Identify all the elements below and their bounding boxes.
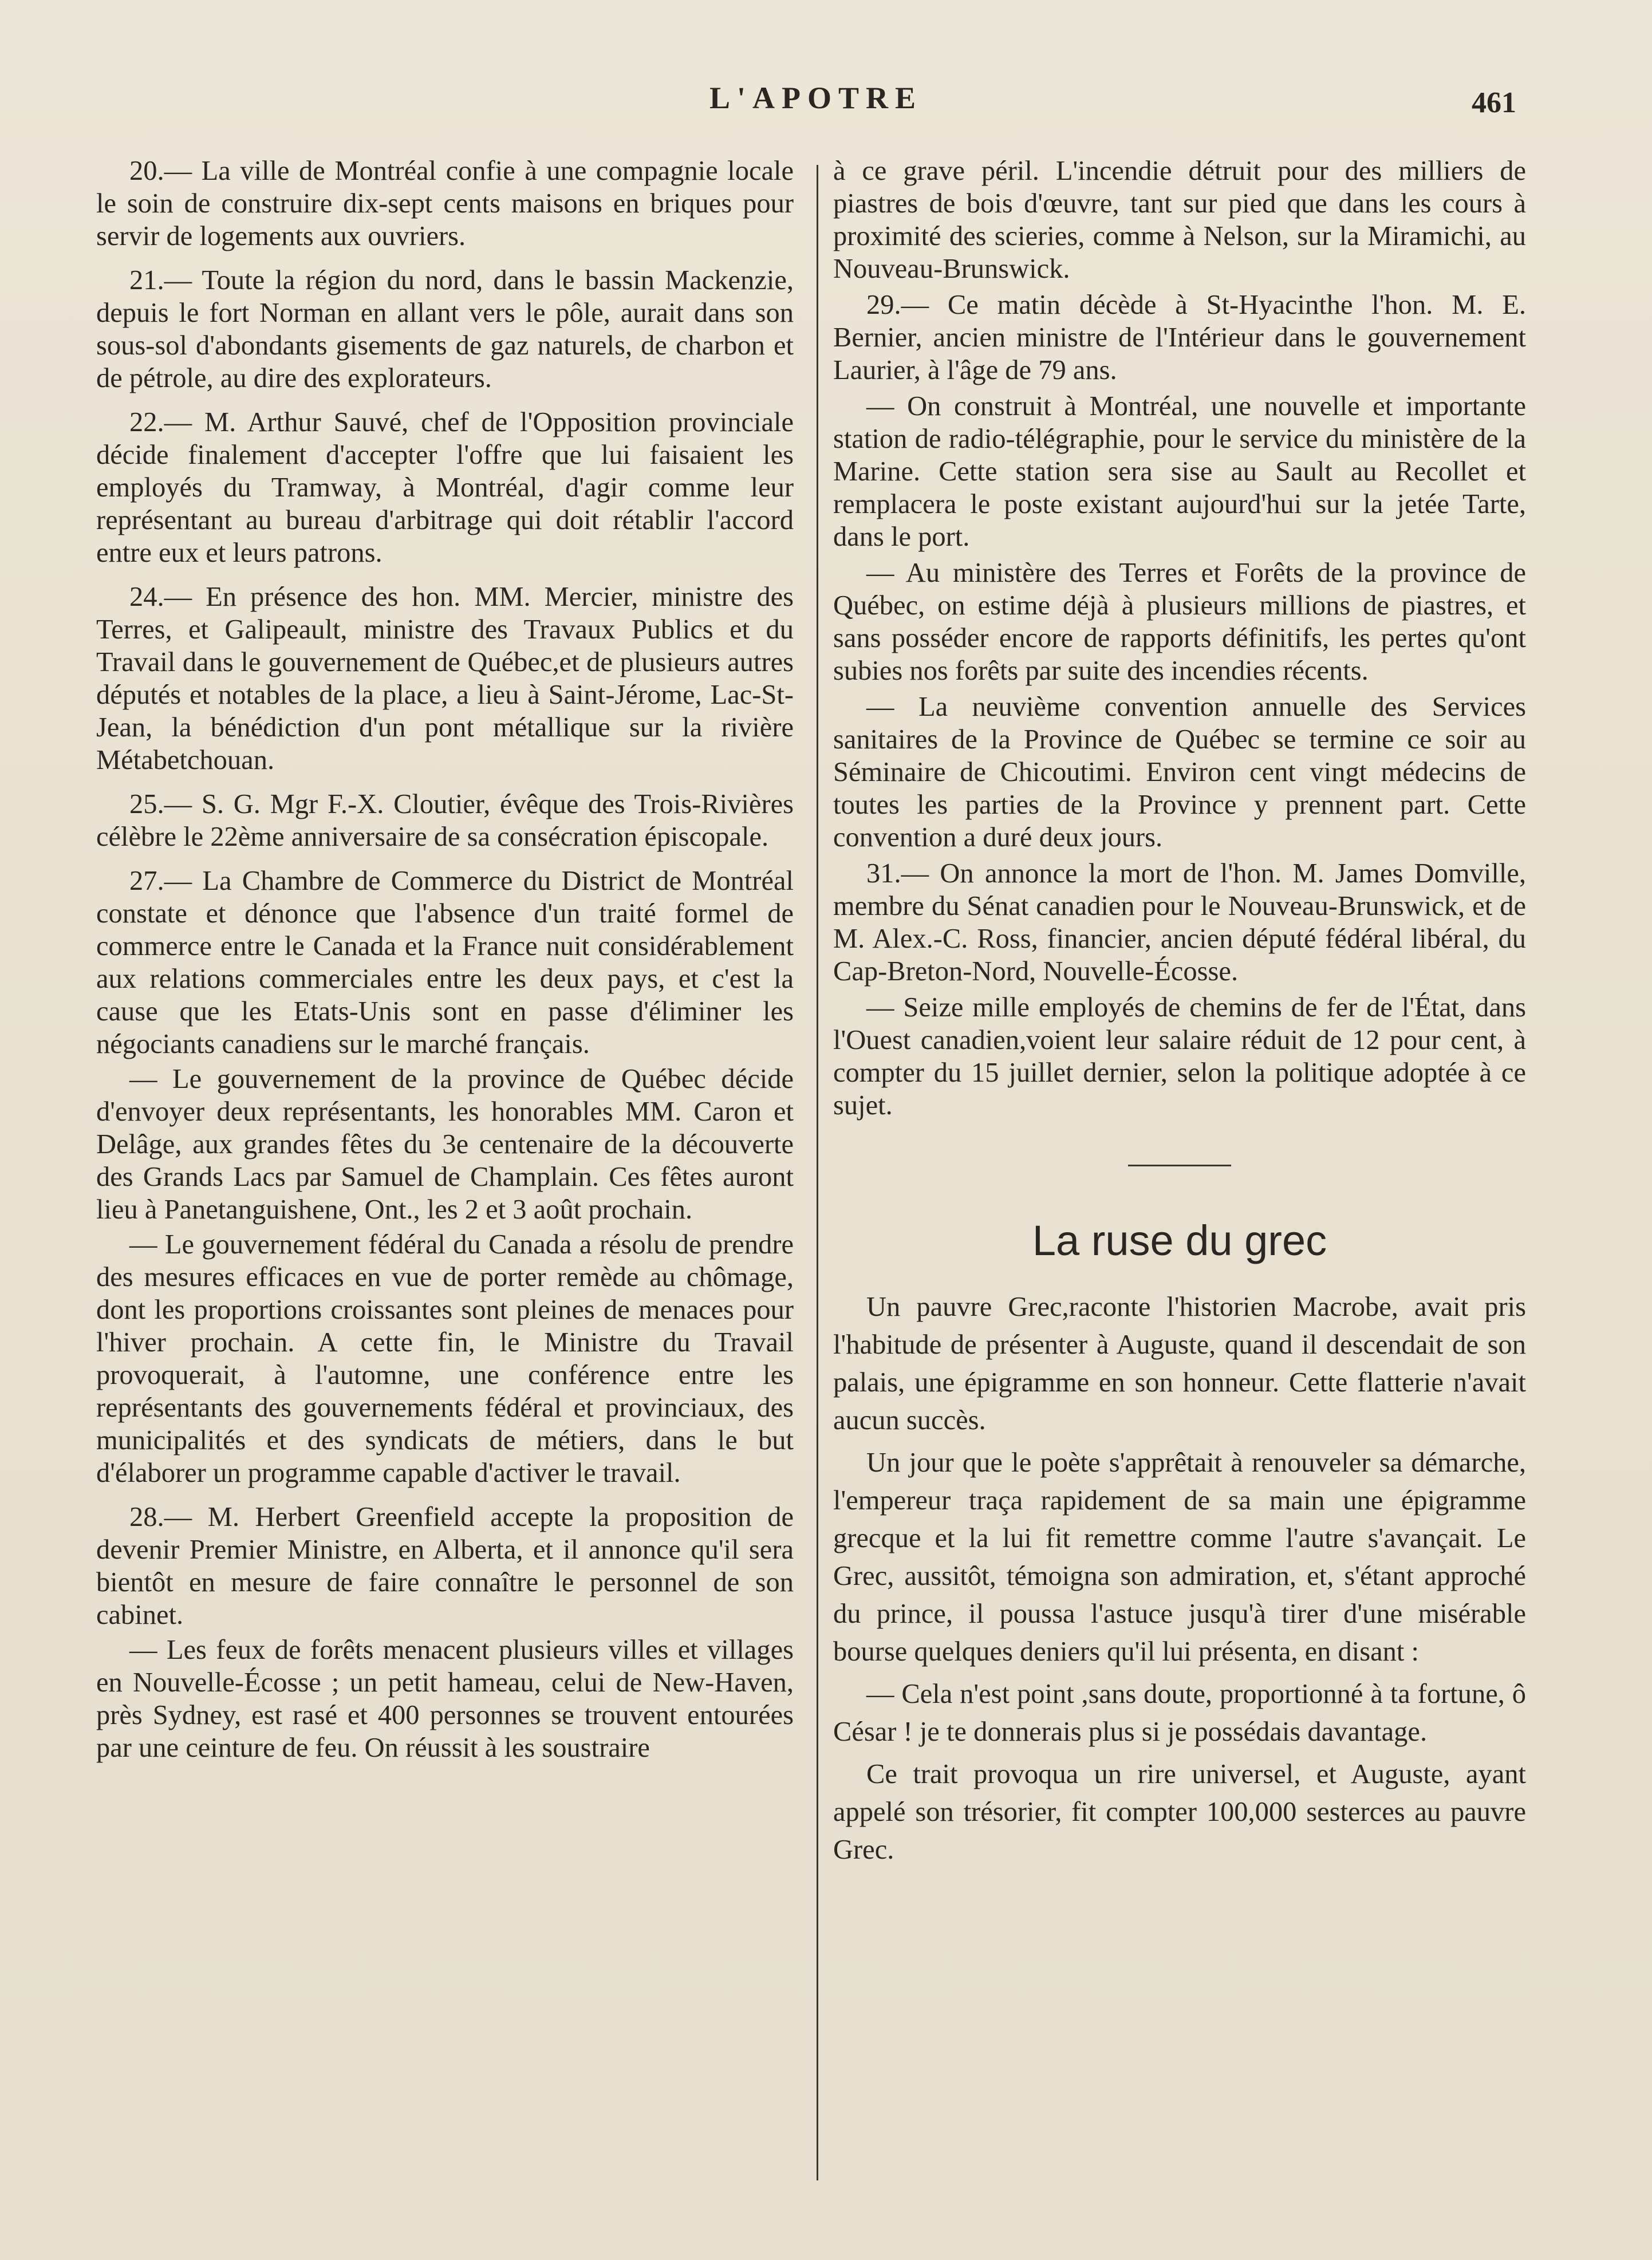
news-item-22: 22.— M. Arthur Sauvé, chef de l'Opposition provinciale décide finalement d'accepter l'offre que lui faisaient les employés du Tramway, à Montréal, d'agir comme leur représentant au bureau d'arbitrage qui doit rétablir l'accord entre eux et leurs patrons.	[96, 407, 794, 568]
article-paragraph: Ce trait provoqua un rire universel, et Auguste, ayant appelé son trésorier, fit compter 100,000 sesterces au pauvre Grec.	[833, 1759, 1526, 1865]
article-paragraph: — Cela n'est point ,sans doute, proportionné à ta fortune, ô César ! je te donnerais plus si je possédais davantage.	[833, 1679, 1526, 1747]
news-item-29-convention: — La neuvième convention annuelle des Services sanitaires de la Province de Québec se termine ce soir au Séminaire de Chicoutimi. Environ cent vingt médecins de toutes les parties de la Province y prennent part. Cette convention a duré deux jours.	[833, 692, 1526, 853]
news-item-20: 20.— La ville de Montréal confie à une compagnie locale le soin de construire dix-sept cents maisons en briques pour servir de logements aux ouvriers.	[96, 156, 794, 251]
article-la-ruse-du-grec	[833, 1215, 1526, 1869]
news-item-29-forests: — Au ministère des Terres et Forêts de la province de Québec, on estime déjà à plusieurs millions de piastres, et sans posséder encore de rapports définitifs, les pertes qu'ont subies nos forêts par suite des incendies récents.	[833, 558, 1526, 686]
article-paragraph: Un jour que le poète s'apprêtait à renouveler sa démarche, l'empereur traça rapidement de sa main une épigramme grecque et la lui fit remettre comme l'autre s'avançait. Le Grec, aussitôt, témoigna son admiration, et, s'étant approché du prince, il poussa l'astuce jusqu'à tirer d'une misérable bourse quelques deniers qu'il lui présenta, en disant :	[833, 1447, 1526, 1667]
news-item-29: 29.— Ce matin décède à St-Hyacinthe l'hon. M. E. Bernier, ancien ministre de l'Intérieur dans le gouvernement Laurier, à l'âge de 79 ans.	[833, 290, 1526, 385]
news-item-27: 27.— La Chambre de Commerce du District de Montréal constate et dénonce que l'absence d'un traité formel de commerce entre le Canada et la France nuit considérablement aux relations commerciales entre les deux pays, et c'est la cause que les Etats-Unis sont en passe d'éliminer les négociants canadiens sur le marché français.	[96, 866, 794, 1059]
column-divider	[817, 165, 818, 2180]
news-item-21: 21.— Toute la région du nord, dans le bassin Mackenzie, depuis le fort Norman en allant vers le pôle, aurait dans son sous-sol d'abondants gisements de gaz naturels, de charbon et de pétrole, au dire des explorateurs.	[96, 265, 794, 393]
article-paragraph: Un pauvre Grec,raconte l'historien Macrobe, avait pris l'habitude de présenter à Auguste, quand il descendait de son palais, une épigramme en son honneur. Cette flatterie n'avait aucun succès.	[833, 1292, 1526, 1435]
news-item-31: 31.— On annonce la mort de l'hon. M. James Domville, membre du Sénat canadien pour le Nouveau-Brunswick, et de M. Alex.-C. Ross, financier, ancien député fédéral libéral, du Cap-Breton-Nord, Nouvelle-Écosse.	[833, 858, 1526, 987]
news-item-27-federal: — Le gouvernement fédéral du Canada a résolu de prendre des mesures efficaces en vue de porter remède au chômage, dont les proportions croissantes sont pleines de menaces pour l'hiver prochain. A cette fin, le Ministre du Travail provoquerait, à l'automne, une conférence entre les représentants des gouvernements fédéral et provinciaux, des municipalités et des syndicats de métiers, dans le but d'élaborer un programme capable d'activer le travail.	[96, 1229, 794, 1488]
news-item-29-radio: — On construit à Montréal, une nouvelle et importante station de radio-télégraphie, pour le service du ministère de la Marine. Cette station sera sise au Sault au Recollet et remplacera le poste existant aujourd'hui sur la jetée Tarte, dans le port.	[833, 391, 1526, 552]
news-item-25: 25.— S. G. Mgr F.-X. Cloutier, évêque des Trois-Rivières célèbre le 22ème anniversaire de sa consécration épiscopale.	[96, 789, 794, 852]
news-item-31-railways: — Seize mille employés de chemins de fer de l'État, dans l'Ouest canadien,voient leur salaire réduit de 12 pour cent, à compter du 15 juillet dernier, selon la politique adoptée à ce sujet.	[833, 992, 1526, 1121]
news-item-28-fires: — Les feux de forêts menacent plusieurs villes et villages en Nouvelle-Écosse ; un petit hameau, celui de New-Haven, près Sydney, est rasé et 400 personnes se trouvent entourées par une ceinture de feu. On réussit à les soustraire	[96, 1635, 794, 1763]
news-item-27-quebec: — Le gouvernement de la province de Québec décide d'envoyer deux représentants, les honorables MM. Caron et Delâge, aux grandes fêtes du 3e centenaire de la découverte des Grands Lacs par Samuel de Champlain. Ces fêtes auront lieu à Panetanguishene, Ont., les 2 et 3 août prochain.	[96, 1064, 794, 1225]
news-item-28: 28.— M. Herbert Greenfield accepte la proposition de devenir Premier Ministre, en Alberta, et il annonce qu'il sera bientôt en mesure de faire connaître le personnel de son cabinet.	[96, 1502, 794, 1630]
right-column	[833, 155, 1526, 1874]
section-divider	[1128, 1165, 1231, 1166]
news-item-24: 24.— En présence des hon. MM. Mercier, ministre des Terres, et Galipeault, ministre des Travaux Publics et du Travail dans le gouvernement de Québec,et de plusieurs autres députés et notables de la place, a lieu à Saint-Jérome, Lac-St-Jean, la bénédiction d'un pont métallique sur la rivière Métabetchouan.	[96, 582, 794, 775]
running-header-title: L'APOTRE	[709, 81, 923, 115]
page-number: 461	[1472, 86, 1516, 119]
left-column	[96, 155, 794, 1776]
article-title: La ruse du grec	[1032, 1217, 1327, 1264]
news-item-28-fires-continued: à ce grave péril. L'incendie détruit pour des milliers de piastres de bois d'œuvre, tant sur pied que dans les cours à proximité des scieries, comme à Nelson, sur la Miramichi, au Nouveau-Brunswick.	[833, 156, 1526, 284]
